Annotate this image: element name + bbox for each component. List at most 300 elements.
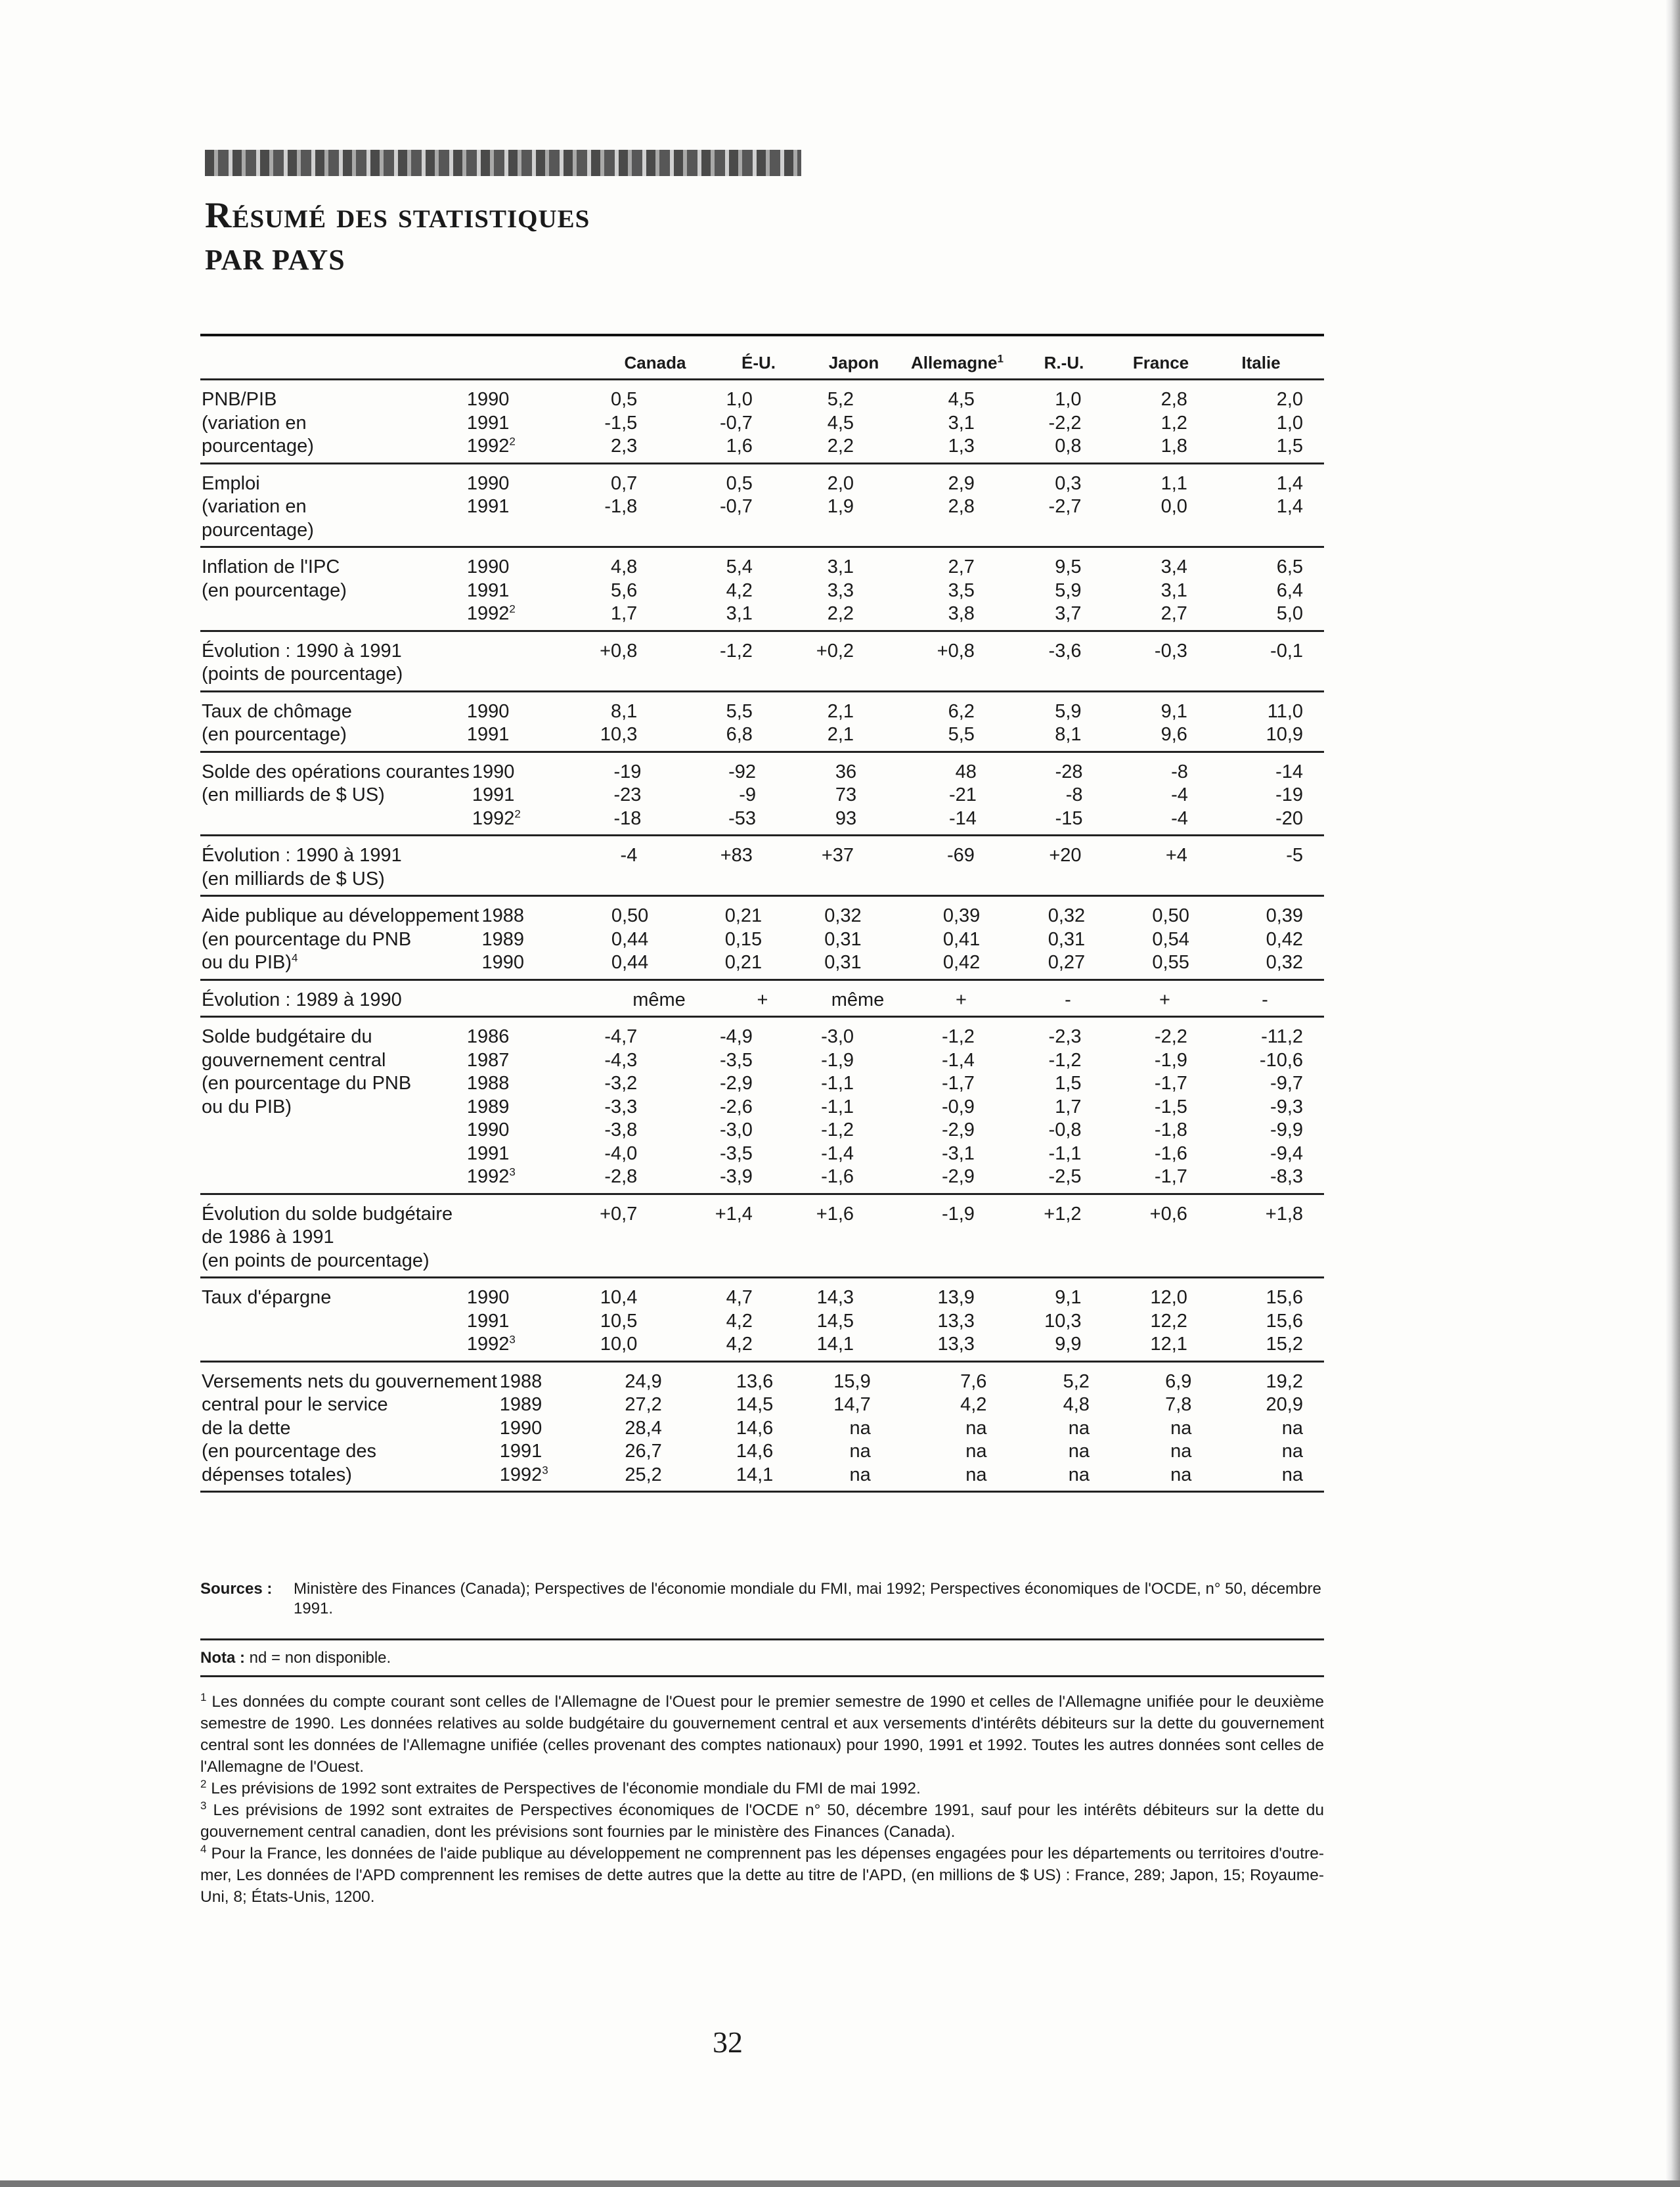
row-label-line: pourcentage) [202,436,314,457]
year-column [464,1286,545,1357]
nota-text: nd = non disponible. [249,1649,391,1667]
value-cell: -5 [1286,845,1304,866]
value-cell: 19,2 [1266,1370,1303,1392]
scan-bottom-edge [0,2180,1680,2187]
year-cell: 1990 [499,1417,542,1439]
year-cell: 1988 [466,1073,510,1094]
value-cell: 2,1 [827,700,854,722]
footnote [200,1843,1324,1908]
year-cell: 1991 [472,784,515,805]
row-label [200,388,464,459]
row-label [200,761,470,831]
value-column [1003,905,1110,975]
value-cell: 2,0 [827,472,854,494]
value-column [545,472,669,543]
column-header: Italie [1241,352,1281,372]
row-label [200,1203,464,1273]
value-cell: +83 [720,845,753,866]
row-label-line: Inflation de l'IPC [202,556,340,577]
value-cell: -8,3 [1270,1166,1304,1187]
row-label-line: (en pourcentage du PNB [202,1073,412,1094]
year-column [510,989,605,1012]
value-column [545,1203,669,1273]
value-column [877,556,998,626]
year-cell: 1991 [466,1142,510,1164]
value-column [1214,761,1324,831]
value-cell: 13,3 [937,1310,975,1332]
value-cell: -19 [1275,784,1303,805]
value-cell: + [956,989,967,1010]
table-section [200,632,1324,692]
value-cell: +1,2 [1044,1203,1082,1225]
row-label-line: (en points de pourcentage) [202,1250,430,1271]
value-cell: 0,31 [824,928,862,950]
value-cell: -4,7 [604,1026,638,1047]
row-label-line: ou du PIB)$^4$ [202,951,298,973]
value-cell: -0,8 [1048,1119,1082,1140]
value-cell: 15,6 [1266,1310,1304,1332]
footnote-text: Les données du compte courant sont celles de l'Allemagne de l'Ouest pour le premier semestre de 1990 et celles de l'Allemagne unifiée pour le deuxième semestre de 1990. Les données relatives au solde budgétaire du gouvernement central et aux versements d'intérêts débiteurs sur la dette du gouvernement central sont les données de l'Allemagne unifiée (celles provenant des comptes nationaux) pour 1990, 1991 et 1992. Toutes les autres données sont celles de l'Allemagne de l'Ouest. [200,1693,1324,1776]
value-cell: 5,4 [726,556,753,577]
table-header-row [200,336,1324,380]
value-cell: -23 [613,784,642,805]
value-cell: -8 [1065,784,1083,805]
row-label-line: central pour le service [202,1394,388,1415]
footnote-number: 2 [200,1777,207,1790]
value-cell: 0,41 [942,928,981,950]
scan-edge [1666,0,1680,2187]
value-cell: +1,8 [1265,1203,1304,1225]
footnote-text: Les prévisions de 1992 sont extraites de Perspectives de l'économie mondiale du FMI de mai 1992. [211,1780,921,1797]
value-cell: -3,0 [821,1026,854,1047]
value-column [1107,556,1214,626]
value-column [1218,1370,1324,1487]
value-cell: 2,1 [827,724,854,745]
value-cell: -21 [948,784,977,805]
value-cell: 8,1 [1055,724,1082,745]
page-title: Résumé des statistiques [205,195,590,236]
value-cell: 5,9 [1055,700,1082,722]
value-cell: 5,6 [611,579,638,601]
table-section [200,981,1324,1018]
value-cell: -0,3 [1154,640,1187,662]
value-column [998,1203,1107,1273]
value-cell: -3,5 [719,1049,753,1071]
column-header: É-U. [741,352,776,372]
year-column [479,905,558,975]
value-cell: 27,2 [625,1394,662,1415]
value-column [545,388,669,459]
value-cell: na [1170,1441,1192,1462]
value-column [885,905,1004,975]
value-cell: -2,6 [719,1096,753,1117]
value-column [669,472,776,543]
table-section [200,548,1324,632]
row-label-line: de la dette [202,1417,291,1439]
value-cell: -0,9 [941,1096,975,1117]
value-cell: -1,6 [1154,1142,1187,1164]
value-cell: 0,31 [1048,928,1086,950]
year-cell: 1989 [481,928,524,950]
footnote [200,1778,1324,1799]
value-cell: 0,3 [1055,472,1082,494]
value-cell: 14,7 [833,1394,871,1415]
value-column [550,761,673,831]
sources-note [200,1579,1324,1619]
year-cell: 1992$^2$ [466,602,516,624]
value-cell: 1,9 [827,496,854,517]
row-label-line: Taux de chômage [202,700,352,722]
value-column [1117,989,1212,1012]
value-column [877,1203,998,1273]
value-cell: 7,8 [1165,1394,1192,1415]
value-column [776,388,877,459]
value-cell: 10,5 [600,1310,638,1332]
row-label-line: (points de pourcentage) [202,664,403,685]
value-cell: -1,8 [604,496,638,517]
row-label-line: (en pourcentage) [202,579,347,601]
value-column [779,761,879,831]
row-label-line: Versements nets du gouvernement [202,1370,497,1392]
value-cell: +0,2 [816,640,854,662]
value-column [776,1203,877,1273]
nota-note [200,1649,391,1667]
value-column [877,1286,998,1357]
year-cell: 1990 [466,700,510,722]
value-column [1214,1026,1324,1189]
value-cell: -1,1 [821,1096,854,1117]
value-cell: 0,44 [611,928,649,950]
value-column [877,640,998,687]
value-column [812,989,904,1012]
value-cell: 0,50 [1152,905,1189,926]
value-cell: 0,5 [611,389,638,410]
value-cell: -20 [1275,807,1303,829]
year-cell: 1992$^2$ [472,807,521,829]
row-label-line: pourcentage) [202,519,314,541]
year-column [464,472,545,543]
value-cell: 6,9 [1165,1370,1192,1392]
value-cell: -2,3 [1048,1026,1082,1047]
value-cell: na [849,1441,871,1462]
value-cell: 9,6 [1161,724,1187,745]
value-column [877,388,998,459]
value-cell: na [849,1417,871,1439]
value-column [776,1026,877,1189]
row-label-line: Emploi [202,472,260,494]
year-cell: 1990 [466,1119,510,1140]
value-cell: -0,7 [719,496,753,517]
year-cell: 1991 [466,412,510,434]
value-cell: 2,0 [1276,389,1304,410]
value-cell: +20 [1049,845,1082,866]
footnote-ref: 1 [997,351,1004,365]
value-cell: 1,2 [1161,412,1187,434]
value-cell: 93 [835,807,857,829]
row-label [200,905,479,975]
value-cell: na [965,1464,987,1485]
year-cell: 1992$^3$ [466,1165,516,1187]
value-column [1214,1286,1324,1357]
value-cell: 0,8 [1055,436,1082,457]
footnote-ref: 3 [509,1333,516,1346]
value-column [673,761,779,831]
year-column [464,1203,545,1273]
year-column [464,1026,545,1189]
value-cell: -2,2 [1154,1026,1187,1047]
year-cell: 1986 [466,1026,510,1047]
value-column [998,700,1107,747]
year-cell: 1990 [466,556,510,577]
value-column [669,700,776,747]
value-column [998,1286,1107,1357]
value-column [545,1026,669,1189]
value-column [1107,1026,1214,1189]
value-cell: -8 [1171,761,1188,782]
value-cell: 3,1 [827,556,854,577]
year-cell: 1988 [499,1370,542,1392]
table-section [200,692,1324,753]
value-column [879,761,1000,831]
row-label-line: de 1986 à 1991 [202,1227,334,1248]
value-column [1214,640,1324,687]
value-cell: 2,7 [1161,603,1187,624]
value-cell: -9 [739,784,756,805]
value-cell: 0,32 [1048,905,1086,926]
value-cell: 10,3 [1044,1310,1082,1332]
value-cell: 1,3 [948,436,975,457]
value-cell: 0,7 [611,472,638,494]
column-header: France [1132,352,1189,372]
value-cell: 26,7 [625,1441,662,1462]
footnote-number: 3 [200,1799,207,1812]
value-cell: 1,6 [726,436,753,457]
year-cell: 1987 [466,1049,510,1071]
value-cell: 0,21 [724,905,763,926]
value-cell: -18 [613,807,642,829]
value-cell: 5,2 [827,389,854,410]
value-cell: 1,8 [1161,436,1187,457]
value-column [680,905,785,975]
value-cell: -9,3 [1270,1096,1304,1117]
table-section [200,1018,1324,1195]
value-cell: 2,8 [948,496,975,517]
table-section [200,1363,1324,1493]
value-cell: -4 [620,845,638,866]
year-cell: 1991 [466,579,510,601]
row-label-line: Évolution : 1990 à 1991 [202,640,402,662]
row-label-line: (en pourcentage) [202,724,347,745]
value-cell: -3,9 [719,1166,753,1187]
value-cell: na [1281,1417,1303,1439]
year-column [464,388,545,459]
value-column [998,472,1107,543]
value-column [713,989,812,1012]
value-cell: +0,8 [937,640,975,662]
value-cell: 10,3 [600,724,638,745]
value-cell: 6,4 [1276,579,1304,601]
year-cell: 1992$^3$ [466,1333,516,1355]
value-cell: -3,3 [604,1096,638,1117]
value-cell: -3,0 [719,1119,753,1140]
row-label-line: (variation en [202,412,307,434]
value-cell: 14,1 [736,1464,774,1485]
row-label-line: (en pourcentage du PNB [202,928,412,950]
value-column [776,844,877,891]
value-cell: -0,7 [719,412,753,434]
value-cell: 4,7 [726,1287,753,1308]
footnote-number: 1 [200,1690,207,1703]
value-cell: 3,1 [726,603,753,624]
year-cell: 1991 [466,1310,510,1332]
column-header: Canada [624,352,686,372]
value-column [669,1026,776,1189]
value-cell: 0,15 [724,928,763,950]
value-cell: 20,9 [1266,1394,1303,1415]
value-cell: -1,1 [821,1073,854,1094]
value-cell: 0,39 [1266,905,1304,926]
value-cell: -2,9 [941,1119,975,1140]
value-column [998,388,1107,459]
row-label-line: Aide publique au développement [202,905,479,926]
value-cell: 10,4 [600,1287,638,1308]
row-label-line: (en pourcentage des [202,1441,377,1462]
value-cell: na [1281,1441,1303,1462]
year-column [497,1370,574,1487]
value-cell: +0,6 [1149,1203,1187,1225]
value-cell: 6,2 [948,700,975,722]
value-cell: -3,1 [941,1142,975,1164]
value-cell: -14 [1275,761,1303,782]
value-cell: - [1065,989,1071,1010]
value-cell: -1,9 [941,1203,975,1225]
value-cell: 0,21 [724,952,763,973]
value-cell: na [1068,1464,1090,1485]
value-cell: 4,2 [960,1394,987,1415]
value-column [998,1026,1107,1189]
value-cell: -1,2 [719,640,753,662]
value-cell: -53 [728,807,756,829]
value-cell: +4 [1165,845,1187,866]
value-cell: 1,0 [1055,389,1082,410]
value-cell: 14,5 [736,1394,774,1415]
value-cell: 10,9 [1266,724,1304,745]
value-cell: -9,7 [1270,1073,1304,1094]
value-cell: -1,8 [1154,1119,1187,1140]
column-header: Japon [828,352,879,372]
value-cell: même [632,989,686,1010]
value-column [1214,472,1324,543]
year-cell: 1990 [466,1287,510,1308]
footnote-ref: 2 [509,602,516,616]
value-cell: -1,5 [604,412,638,434]
value-cell: -3,6 [1048,640,1082,662]
row-label [200,556,464,626]
value-cell: 10,0 [600,1334,638,1355]
divider [200,1638,1324,1640]
value-cell: 4,8 [611,556,638,577]
table-section [200,897,1324,981]
value-cell: -1,7 [1154,1166,1187,1187]
footnote-ref: 2 [509,435,516,448]
value-cell: 0,32 [824,905,862,926]
row-label-line: Évolution du solde budgétaire [202,1203,453,1225]
year-cell: 1990 [466,472,510,494]
value-column [796,1370,893,1487]
value-cell: -4,0 [604,1142,638,1164]
value-cell: 0,27 [1048,952,1086,973]
value-column [1107,388,1214,459]
value-cell: -1,6 [821,1166,854,1187]
row-label-line: Évolution : 1989 à 1990 [202,989,402,1010]
value-cell: -10,6 [1259,1049,1304,1071]
value-cell: 12,2 [1150,1310,1187,1332]
value-cell: -1,2 [1048,1049,1082,1071]
value-cell: 5,9 [1055,579,1082,601]
year-column [464,640,545,687]
value-cell: 15,2 [1266,1334,1304,1355]
value-column [877,472,998,543]
row-label [200,640,464,687]
value-column [1216,905,1324,975]
column-header: Allemagne$^1$ [911,351,1004,372]
value-cell: 0,0 [1161,496,1187,517]
value-cell: -0,1 [1270,640,1304,662]
value-column [776,472,877,543]
value-column [877,844,998,891]
value-column [669,1286,776,1357]
value-column [776,556,877,626]
value-column [1212,989,1317,1012]
value-cell: -92 [728,761,756,782]
value-cell: na [1170,1464,1192,1485]
value-cell: 15,6 [1266,1287,1304,1308]
value-cell: -14 [948,807,977,829]
value-column [1107,1203,1214,1273]
value-cell: 9,5 [1055,556,1082,577]
value-cell: 14,5 [816,1310,854,1332]
value-column [1107,472,1214,543]
column-header: R.-U. [1044,352,1084,372]
value-column [545,844,669,891]
value-column [694,1370,797,1487]
value-cell: + [1159,989,1170,1010]
value-cell: 2,2 [827,603,854,624]
value-cell: 0,44 [611,952,649,973]
value-cell: -1,2 [821,1119,854,1140]
footnote [200,1799,1324,1843]
value-cell: - [1262,989,1268,1010]
value-cell: -1,9 [1154,1049,1187,1071]
footnote-ref: 3 [509,1165,516,1179]
value-cell: 48 [955,761,977,782]
value-cell: 6,5 [1276,556,1304,577]
value-column [574,1370,694,1487]
value-cell: 3,1 [948,412,975,434]
value-cell: 3,4 [1161,556,1187,577]
year-cell: 1992$^3$ [499,1463,548,1485]
row-label-line: (en milliards de $ US) [202,868,385,890]
value-cell: 2,3 [611,436,638,457]
value-cell: -3,8 [604,1119,638,1140]
value-cell: na [1068,1441,1090,1462]
value-cell: -1,9 [821,1049,854,1071]
value-cell: 4,8 [1063,1394,1090,1415]
value-cell: -1,1 [1048,1142,1082,1164]
value-column [669,640,776,687]
row-label [200,472,464,543]
value-column [1214,844,1324,891]
